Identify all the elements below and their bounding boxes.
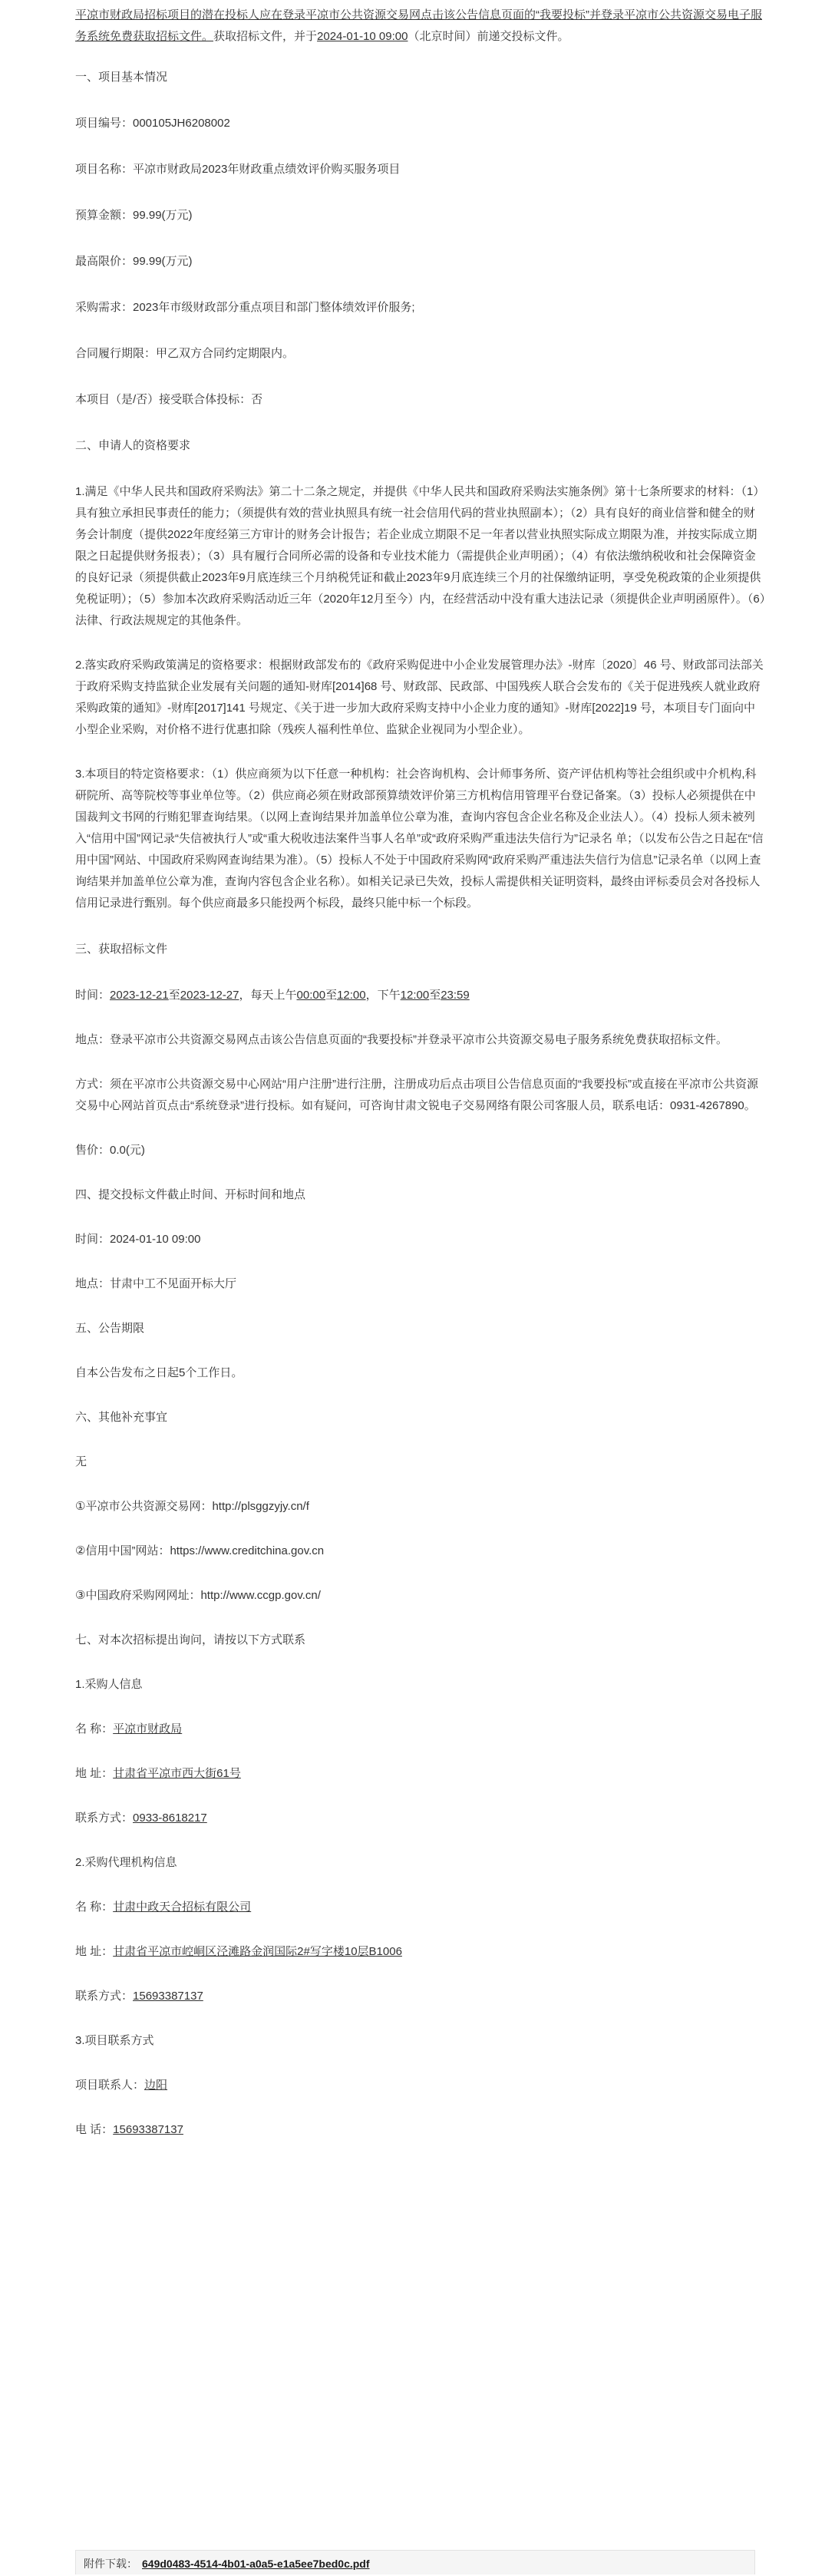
procurement-requirement: 采购需求：2023年市级财政部分重点项目和部门整体绩效评价服务; — [75, 301, 415, 314]
project-contact-phone — [75, 2119, 766, 2141]
agency-info-heading: 2.采购代理机构信息 — [75, 1856, 177, 1869]
intro-text-2: 获取招标文件，并于 — [213, 30, 318, 43]
project-name: 项目名称：平凉市财政局2023年财政重点绩效评价购买服务项目 — [75, 163, 401, 176]
obtain-date-to: 2023-12-27 — [180, 989, 239, 1002]
agency-phone-value: 15693387137 — [133, 1990, 203, 2003]
consortium-bid: 本项目（是/否）接受联合体投标：否 — [75, 393, 263, 406]
qualification-item-1: 1.满足《中华人民共和国政府采购法》第二十二条之规定，并提供《中华人民共和国政府采购法实施条例》第十七条所要求的材料：（1）具有独立承担民事责任的能力；（须提供有效的营业执照具有统一社会信用代码的营业执照副本）；（2）具有良好的商业信誉和健全的财务会计制度（提供2022年度经第三方审计的财务会计报告；若企业成立期限不足一年者以营业执照实际成立期限为准，并按实际成立期限之日起提供财务报表）；（3）具有履行合同所必需的设备和专业技术能力（需提供企业声明函）；（4）有依法缴纳税收和社会保障资金的良好记录（须提供截止2023年9月底连续三个月纳税凭证和截止2023年9月底连续三个月的社保缴纳证明，享受免税政策的企业须提供免税证明）；（5）参加本次政府采购活动近三年（2020年12月至今）内，在经营活动中没有重大违法记录（须提供企业声明函原件）。（6）法律、行政法规规定的其他条件。 — [75, 485, 766, 627]
qualification-item-3: 3.本项目的特定资格要求：（1）供应商须为以下任意一种机构：社会咨询机构、会计师事务所、资产评估机构等社会组织或中介机构,科研院所、高等院校等事业单位等。（2）供应商必须在财政部预算绩效评价第三方机构信用管理平台登记备案。（3）投标人必须提供在中国裁判文书网的行贿犯罪查询结果。（以网上查询结果并加盖单位公章为准，查询内容包含企业名称及企业法人）。（4）投标人须未被列入“信用中国”网记录“失信被执行人”或“重大税收违法案件当事人名单”或“政府采购严重违法失信行为”记录名 单；（以发布公告之日起在“信用中国”网站、中国政府采购网查询结果为准）。（5）投标人不处于中国政府采购网“政府采购严重违法失信行为信息”记录名单（以网上查询结果并加盖单位公章为准，查询内容包含企业名称）。如相关记录已失效，投标人需提供相关证明资料，最终由评标委员会对各投标人信用记录进行甄别。每个供应商最多只能投两个标段，最终只能中标一个标段。 — [75, 768, 764, 910]
buyer-address — [75, 1763, 766, 1785]
intro-text: 平凉市财政局招标项目的潜在投标人应在登录平凉市公共资源交易网点击该公告信息页面的“我要投标”并登录平凉市公共资源交易电子服务系统免费获取招标文件。 — [75, 8, 762, 43]
document-price: 售价：0.0(元) — [75, 1144, 145, 1157]
section-heading: 六、其他补充事宜 — [75, 1411, 168, 1424]
buyer-name — [75, 1719, 766, 1740]
intro-paragraph — [75, 5, 766, 48]
buyer-address-label: 地 址： — [75, 1767, 114, 1780]
buyer-name-value: 平凉市财政局 — [113, 1722, 183, 1735]
budget-amount: 预算金额：99.99(万元) — [75, 209, 193, 222]
contact-phone-label: 电 话： — [75, 2123, 114, 2136]
section-heading: 二、申请人的资格要求 — [75, 439, 191, 452]
notice-period: 自本公告发布之日起5个工作日。 — [75, 1366, 243, 1379]
buyer-address-value: 甘肃省平凉市西大街61号 — [113, 1767, 241, 1780]
link-credit-china: ②信用中国”网站：https://www.creditchina.gov.cn — [75, 1544, 325, 1557]
max-price: 最高限价：99.99(万元) — [75, 255, 193, 268]
agency-name-value: 甘肃中政天合招标有限公司 — [113, 1901, 252, 1914]
obtain-am-label: ，每天上午 — [239, 989, 297, 1002]
obtain-method: 方式：须在平凉市公共资源交易中心网站“用户注册”进行注册，注册成功后点击项目公告信息页面的“我要投标”或直接在平凉市公共资源交易中心网站首页点击“系统登录”进行投标。如有疑问，可咨询甘肃文锐电子交易网络有限公司客服人员，联系电话：0931-4267890。 — [75, 1078, 758, 1112]
obtain-to: 至 — [325, 989, 338, 1002]
agency-address-label: 地 址： — [75, 1945, 114, 1958]
link-pingliang-trading: ①平凉市公共资源交易网：http://plsggzyjy.cn/f — [75, 1500, 309, 1513]
obtain-date-from: 2023-12-21 — [110, 989, 169, 1002]
attachment-download-link[interactable]: 649d0483-4514-4b01-a0a5-e1a5ee7bed0c.pdf — [142, 2558, 370, 2570]
agency-name — [75, 1897, 766, 1918]
obtain-time-label: 时间： — [75, 989, 111, 1002]
agency-address-value: 甘肃省平凉市崆峒区泾滩路金润国际2#写字楼10层B1006 — [113, 1945, 402, 1958]
buyer-phone-value: 0933-8618217 — [133, 1811, 207, 1825]
section-heading: 七、对本次招标提出询问，请按以下方式联系 — [75, 1633, 306, 1646]
contact-person-value: 边阳 — [144, 2079, 168, 2092]
agency-phone-label: 联系方式： — [75, 1990, 134, 2003]
project-contact-person — [75, 2075, 766, 2096]
announcement-body — [75, 5, 766, 2141]
obtain-pm-to: 23:59 — [441, 989, 470, 1002]
obtain-am-from: 00:00 — [296, 989, 326, 1002]
contact-person-label: 项目联系人： — [75, 2079, 145, 2092]
buyer-name-label: 名 称： — [75, 1722, 114, 1735]
bid-opening-place: 地点：甘肃中工不见面开标大厅 — [75, 1277, 237, 1290]
qualification-item-2: 2.落实政府采购政策满足的资格要求：根据财政部发布的《政府采购促进中小企业发展管理办法》-财库〔2020〕46 号、财政部司法部关于政府采购支持监狱企业发展有关问题的通知-财库[2014]68 号、财政部、民政部、中国残疾人联合会发布的《关于促进残疾人就业政府采购政策的通知》-财库[2017]141 号规定、《关于进一步加大政府采购支持中小企业力度的通知》-财库[2022]19 号，本项目专门面向中小型企业采购，对价格不进行优惠扣除（残疾人福利性单位、监狱企业视同为小型企业）。 — [75, 659, 764, 736]
intro-deadline: 2024-01-10 09:00 — [317, 30, 408, 43]
agency-name-label: 名 称： — [75, 1901, 114, 1914]
attachment-bar — [75, 2550, 755, 2574]
obtain-to: 至 — [429, 989, 441, 1002]
obtain-pm-from: 12:00 — [400, 989, 430, 1002]
buyer-info-heading: 1.采购人信息 — [75, 1678, 143, 1691]
obtain-time — [75, 985, 766, 1006]
contact-phone-value: 15693387137 — [113, 2123, 183, 2136]
section-heading: 一、项目基本情况 — [75, 71, 168, 84]
link-ccgp: ③中国政府采购网网址：http://www.ccgp.gov.cn/ — [75, 1589, 321, 1602]
project-number: 项目编号：000105JH6208002 — [75, 117, 230, 130]
buyer-phone — [75, 1808, 766, 1829]
section-heading: 四、提交投标文件截止时间、开标时间和地点 — [75, 1188, 306, 1201]
agency-phone — [75, 1986, 766, 2007]
buyer-phone-label: 联系方式： — [75, 1811, 134, 1825]
project-contact-heading: 3.项目联系方式 — [75, 2034, 154, 2047]
obtain-to: 至 — [168, 989, 180, 1002]
obtain-am-to: 12:00 — [337, 989, 366, 1002]
obtain-place: 地点：登录平凉市公共资源交易网点击该公告信息页面的“我要投标”并登录平凉市公共资源交易电子服务系统免费获取招标文件。 — [75, 1033, 728, 1046]
obtain-pm-label: ，下午 — [365, 989, 401, 1002]
supplement-none: 无 — [75, 1455, 87, 1468]
section-heading: 三、获取招标文件 — [75, 943, 168, 956]
bid-deadline-time: 时间：2024-01-10 09:00 — [75, 1233, 201, 1246]
contract-period: 合同履行期限：甲乙双方合同约定期限内。 — [75, 347, 295, 360]
intro-text-3: （北京时间）前递交投标文件。 — [408, 30, 569, 43]
section-heading: 五、公告期限 — [75, 1322, 145, 1335]
attachment-label: 附件下载： — [84, 2558, 137, 2570]
agency-address — [75, 1941, 766, 1963]
